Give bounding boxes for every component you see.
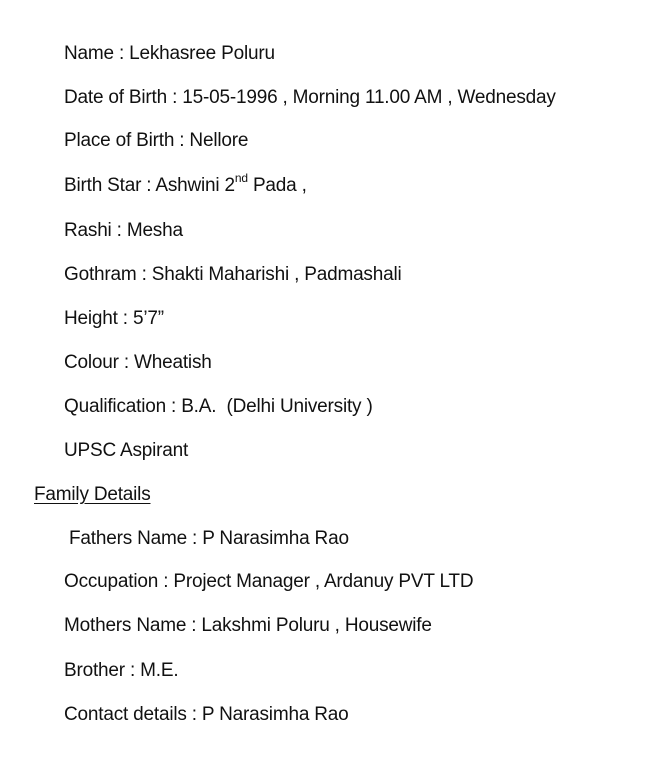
family-details-heading: Family Details <box>34 484 151 505</box>
mother-name-line: Mothers Name : Lakshmi Poluru , Housewife <box>64 615 432 636</box>
qualification-line: Qualification : B.A. (Delhi University ) <box>64 396 373 417</box>
birth-star-text: Birth Star : Ashwini 2 <box>64 175 235 196</box>
gothram-line: Gothram : Shakti Maharishi , Padmashali <box>64 264 402 285</box>
place-of-birth-line: Place of Birth : Nellore <box>64 130 249 151</box>
contact-details-line: Contact details : P Narasimha Rao <box>64 704 349 725</box>
occupation-line: Occupation : Project Manager , Ardanuy PVT LTD <box>64 571 474 592</box>
date-of-birth-line: Date of Birth : 15-05-1996 , Morning 11.00 AM , Wednesday <box>64 87 556 108</box>
height-line: Height : 5’7” <box>64 308 164 329</box>
name-line: Name : Lekhasree Poluru <box>64 43 275 64</box>
father-name-line: Fathers Name : P Narasimha Rao <box>69 528 349 549</box>
birth-star-line <box>64 170 307 198</box>
birth-star-ordinal: nd <box>234 170 248 185</box>
birth-star-pada: Pada , <box>247 175 307 196</box>
colour-line: Colour : Wheatish <box>64 352 212 373</box>
upsc-line: UPSC Aspirant <box>64 440 189 461</box>
rashi-line: Rashi : Mesha <box>64 220 183 241</box>
brother-line: Brother : M.E. <box>64 660 179 681</box>
